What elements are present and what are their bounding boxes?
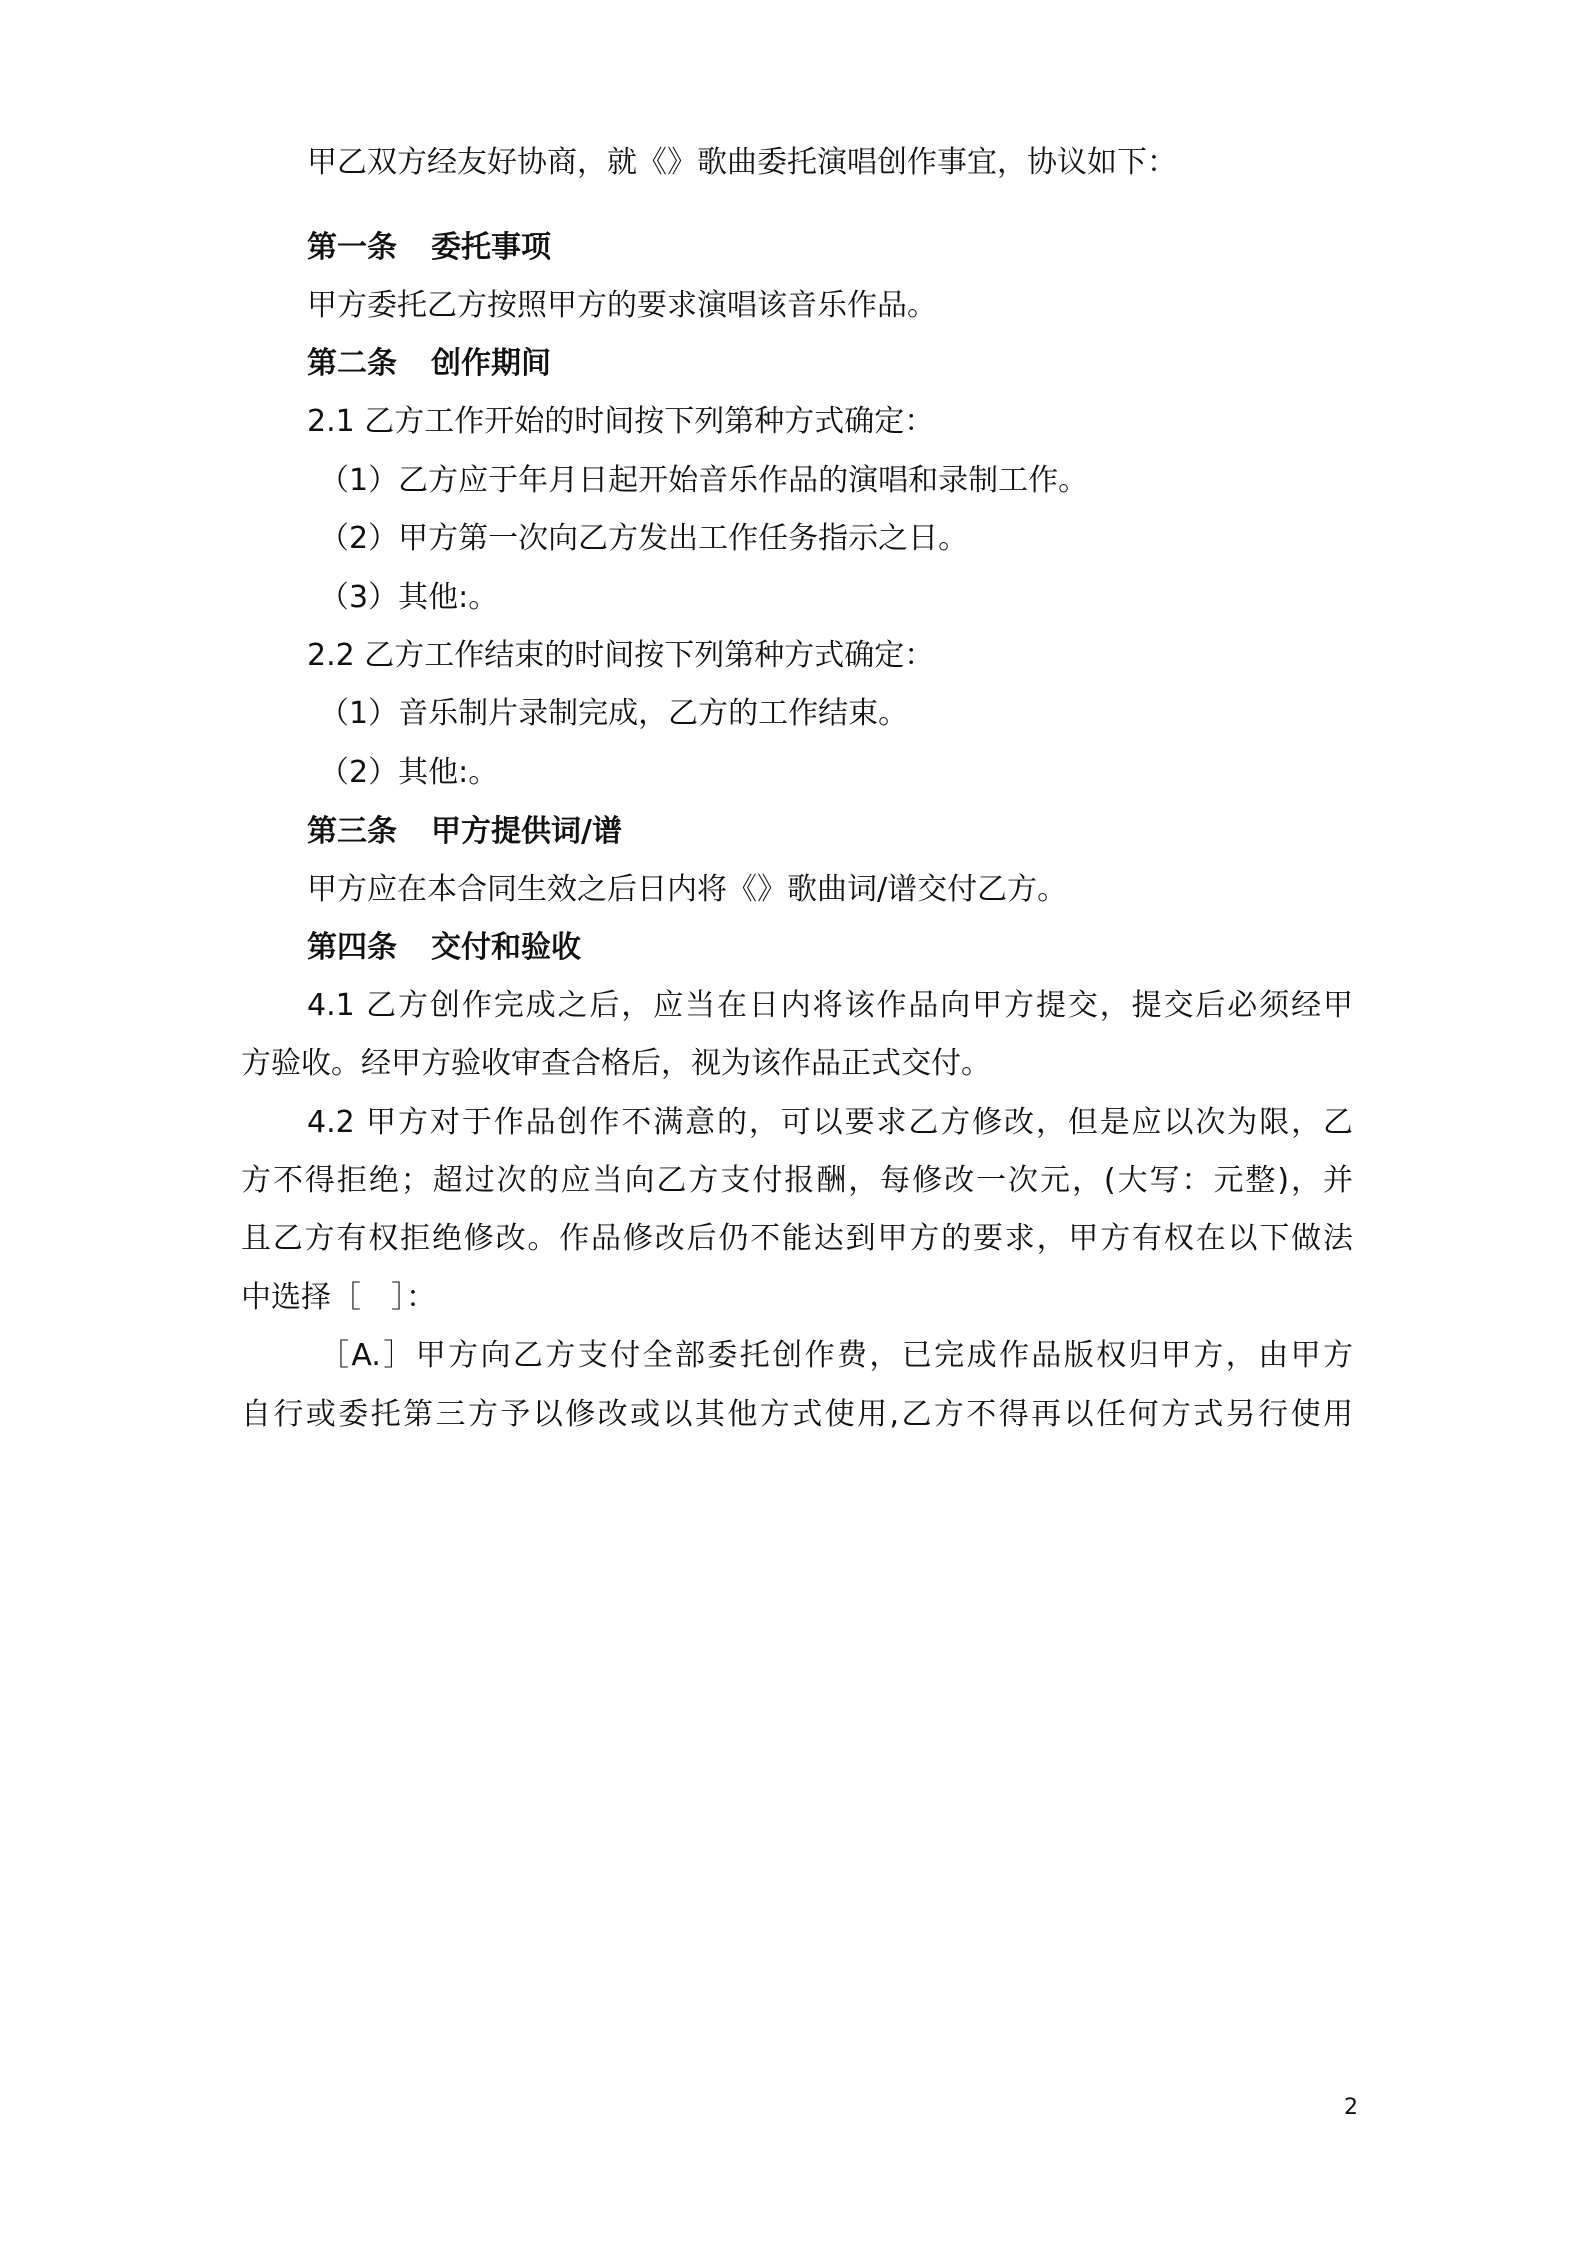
clause-2-1: 2.1 乙方工作开始的时间按下列第种方式确定： bbox=[307, 404, 935, 439]
clause-4-2-line-1: 4.2 甲方对于作品创作不满意的，可以要求乙方修改，但是应以次为限，乙 bbox=[307, 1105, 1353, 1140]
clause-2-2: 2.2 乙方工作结束的时间按下列第种方式确定： bbox=[307, 638, 935, 673]
article-2-heading bbox=[307, 344, 1353, 384]
article-1-title: 委托事项 bbox=[431, 230, 551, 265]
clause-2-2-item-2: （2）其他:。 bbox=[319, 755, 499, 790]
option-a-line-1: ［A.］甲方向乙方支付全部委托创作费，已完成作品版权归甲方，由甲方 bbox=[319, 1338, 1353, 1373]
article-4-number: 第四条 bbox=[307, 930, 397, 965]
article-1-text: 甲方委托乙方按照甲方的要求演唱该音乐作品。 bbox=[307, 288, 937, 323]
clause-2-1-item-1: （1）乙方应于年月日起开始音乐作品的演唱和录制工作。 bbox=[319, 463, 1089, 498]
article-3-number: 第三条 bbox=[307, 814, 397, 849]
article-1-heading bbox=[307, 228, 1353, 268]
clause-4-1-line-1: 4.1 乙方创作完成之后，应当在日内将该作品向甲方提交，提交后必须经甲 bbox=[307, 988, 1353, 1023]
clause-4-2-line-3: 且乙方有权拒绝修改。作品修改后仍不能达到甲方的要求，甲方有权在以下做法 bbox=[241, 1221, 1353, 1256]
article-4-heading bbox=[307, 928, 1353, 968]
article-1-number: 第一条 bbox=[307, 230, 397, 265]
clause-4-2-line-4: 中选择［ ］： bbox=[241, 1280, 436, 1315]
clause-2-1-item-3: （3）其他:。 bbox=[319, 580, 499, 615]
clause-4-2-line-2: 方不得拒绝；超过次的应当向乙方支付报酬，每修改一次元，(大写：元整)，并 bbox=[241, 1163, 1353, 1198]
clause-4-1-line-2: 方验收。经甲方验收审查合格后，视为该作品正式交付。 bbox=[241, 1046, 991, 1081]
article-3-heading bbox=[307, 812, 1353, 852]
intro-paragraph: 甲乙双方经友好协商，就《》歌曲委托演唱创作事宜，协议如下： bbox=[307, 145, 1177, 180]
option-a-line-2: 自行或委托第三方予以修改或以其他方式使用,乙方不得再以任何方式另行使用 bbox=[241, 1397, 1353, 1432]
article-4-title: 交付和验收 bbox=[431, 930, 581, 965]
article-3-title: 甲方提供词/谱 bbox=[431, 814, 622, 849]
article-2-number: 第二条 bbox=[307, 346, 397, 381]
page-number: 2 bbox=[1344, 2095, 1358, 2120]
article-3-text: 甲方应在本合同生效之后日内将《》歌曲词/谱交付乙方。 bbox=[307, 872, 1068, 907]
article-2-title: 创作期间 bbox=[431, 346, 551, 381]
clause-2-1-item-2: （2）甲方第一次向乙方发出工作任务指示之日。 bbox=[319, 521, 969, 556]
clause-2-2-item-1: （1）音乐制片录制完成，乙方的工作结束。 bbox=[319, 696, 909, 731]
